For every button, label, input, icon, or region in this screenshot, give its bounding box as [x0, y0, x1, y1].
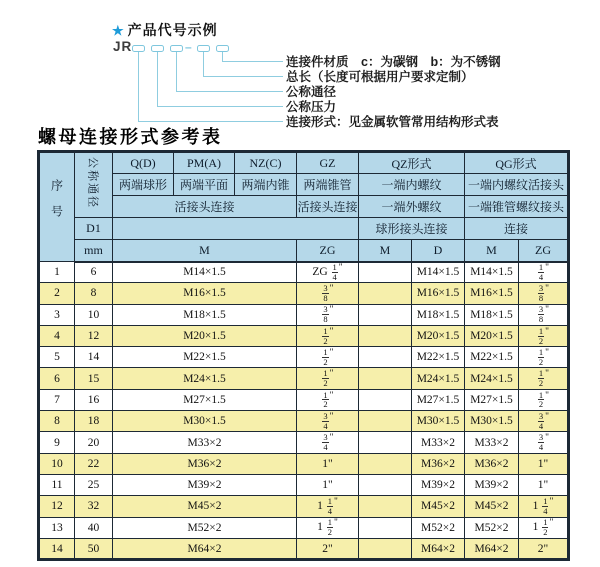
seq-cell: 12	[39, 496, 75, 517]
zg-cell: $\frac{3}{8}$ "	[297, 283, 359, 304]
header-desc-nzc: 两端内锥	[235, 174, 297, 196]
qg-zg-cell: 1 $\frac{1}{2}$ "	[519, 517, 569, 538]
dn-cell: 15	[75, 368, 113, 389]
qz-d-cell: M64×2	[412, 538, 465, 559]
header-d1: D1	[75, 218, 113, 240]
zg-cell: 1 $\frac{1}{4}$ "	[297, 496, 359, 517]
qg-zg-cell: $\frac{3}{4}$ "	[519, 411, 569, 432]
header-mm: mm	[75, 240, 113, 262]
zg-cell: $\frac{1}{2}$ "	[297, 347, 359, 368]
m-cell: M18×1.5	[113, 304, 297, 325]
diagram-label-total-length: 总长（长度可根据用户要求定制）	[286, 70, 474, 84]
code-box-3	[170, 45, 183, 52]
qg-m-cell: M45×2	[465, 496, 519, 517]
dn-cell: 32	[75, 496, 113, 517]
header-unit-d-qz: D	[412, 240, 465, 262]
qz-m-cell	[359, 432, 412, 453]
qz-m-cell	[359, 496, 412, 517]
table-row	[39, 389, 569, 410]
header-desc-qd: 两端球形	[113, 174, 174, 196]
product-code-example-title	[112, 20, 218, 40]
qg-m-cell: M64×2	[465, 538, 519, 559]
qg-m-cell: M52×2	[465, 517, 519, 538]
qg-zg-cell: 1"	[519, 474, 569, 495]
zg-cell: 2"	[297, 538, 359, 559]
qg-zg-cell: $\frac{3}{8}$ "	[519, 304, 569, 325]
header-blank	[113, 218, 359, 240]
qg-zg-cell: $\frac{1}{2}$ "	[519, 325, 569, 346]
header-desc-gz: 两端锥管	[297, 174, 359, 196]
qz-d-cell: M33×2	[412, 432, 465, 453]
header-ball-joint-qz: 球形接头连接	[359, 218, 465, 240]
qg-m-cell: M20×1.5	[465, 325, 519, 346]
qg-zg-cell: 2"	[519, 538, 569, 559]
zg-cell: $\frac{1}{2}$ "	[297, 368, 359, 389]
qg-m-cell: M27×1.5	[465, 389, 519, 410]
header-group-gz: GZ	[297, 152, 359, 174]
qg-m-cell: M22×1.5	[465, 347, 519, 368]
qz-d-cell: M45×2	[412, 496, 465, 517]
qz-m-cell	[359, 347, 412, 368]
qz-m-cell	[359, 262, 412, 283]
header-seq: 序号	[39, 152, 75, 262]
qz-m-cell	[359, 389, 412, 410]
m-cell: M45×2	[113, 496, 297, 517]
diagram-label-nominal-diameter: 公称通径	[286, 85, 337, 99]
table-row	[39, 411, 569, 432]
qg-zg-cell: $\frac{3}{8}$ "	[519, 283, 569, 304]
qz-m-cell	[359, 538, 412, 559]
header-union-gz: 活接头连接	[297, 196, 359, 218]
qg-m-cell: M39×2	[465, 474, 519, 495]
m-cell: M64×2	[113, 538, 297, 559]
dn-cell: 8	[75, 283, 113, 304]
header-desc-pma: 两端平面	[174, 174, 235, 196]
qz-m-cell	[359, 325, 412, 346]
seq-cell: 4	[39, 325, 75, 346]
m-cell: M14×1.5	[113, 262, 297, 283]
seq-cell: 6	[39, 368, 75, 389]
dn-cell: 14	[75, 347, 113, 368]
seq-cell: 10	[39, 453, 75, 474]
zg-cell: 1"	[297, 474, 359, 495]
qg-zg-cell: 1"	[519, 453, 569, 474]
m-cell: M16×1.5	[113, 283, 297, 304]
qz-d-cell: M18×1.5	[412, 304, 465, 325]
header-union-left: 活接头连接	[113, 196, 297, 218]
dn-cell: 16	[75, 389, 113, 410]
seq-cell: 14	[39, 538, 75, 559]
code-dash: –	[185, 40, 192, 54]
seq-cell: 3	[39, 304, 75, 325]
code-box-5	[216, 45, 229, 52]
zg-cell: $\frac{1}{2}$ "	[297, 389, 359, 410]
zg-cell: $\frac{3}{8}$ "	[297, 304, 359, 325]
seq-cell: 13	[39, 517, 75, 538]
qz-d-cell: M30×1.5	[412, 411, 465, 432]
table-row	[39, 432, 569, 453]
zg-cell: $\frac{3}{4}$ "	[297, 411, 359, 432]
qg-zg-cell: $\frac{3}{4}$ "	[519, 432, 569, 453]
m-cell: M30×1.5	[113, 411, 297, 432]
table-row	[39, 496, 569, 517]
table-row	[39, 283, 569, 304]
qg-zg-cell: $\frac{1}{2}$ "	[519, 389, 569, 410]
header-desc-qg: 一端内螺纹活接头	[465, 174, 569, 196]
qg-m-cell: M36×2	[465, 453, 519, 474]
dn-cell: 10	[75, 304, 113, 325]
zg-cell: $\frac{3}{4}$ "	[297, 432, 359, 453]
header-desc-qz: 一端内螺纹	[359, 174, 465, 196]
qz-d-cell: M16×1.5	[412, 283, 465, 304]
seq-cell: 1	[39, 262, 75, 283]
table-row	[39, 474, 569, 495]
qz-m-cell	[359, 368, 412, 389]
table-row	[39, 517, 569, 538]
qg-zg-cell: $\frac{1}{2}$ "	[519, 347, 569, 368]
diagram-label-material: 连接件材质 c：为碳钢 b：为不锈钢	[286, 55, 501, 69]
dn-cell: 20	[75, 432, 113, 453]
code-box-1	[132, 45, 145, 52]
header-group-pma: PM(A)	[174, 152, 235, 174]
dn-cell: 40	[75, 517, 113, 538]
dn-cell: 22	[75, 453, 113, 474]
connector-line-5	[222, 52, 283, 62]
m-cell: M22×1.5	[113, 347, 297, 368]
table-row	[39, 538, 569, 559]
qg-zg-cell: 1 $\frac{1}{4}$ "	[519, 496, 569, 517]
header-unit-m-qz: M	[359, 240, 412, 262]
seq-cell: 7	[39, 389, 75, 410]
header-unit-zg-qg: ZG	[519, 240, 569, 262]
zg-cell: 1"	[297, 453, 359, 474]
qg-m-cell: M18×1.5	[465, 304, 519, 325]
qz-d-cell: M52×2	[412, 517, 465, 538]
code-prefix: JR	[113, 39, 133, 54]
product-code-example-label: 产品代号示例	[127, 22, 218, 38]
qg-zg-cell: $\frac{1}{4}$ "	[519, 262, 569, 283]
dn-cell: 18	[75, 411, 113, 432]
code-box-2	[151, 45, 164, 52]
qz-d-cell: M36×2	[412, 453, 465, 474]
header-group-qg: QG形式	[465, 152, 569, 174]
header-group-qd: Q(D)	[113, 152, 174, 174]
qg-m-cell: M30×1.5	[465, 411, 519, 432]
qg-m-cell: M33×2	[465, 432, 519, 453]
qz-m-cell	[359, 474, 412, 495]
m-cell: M24×1.5	[113, 368, 297, 389]
header-unit-m-qg: M	[465, 240, 519, 262]
m-cell: M33×2	[113, 432, 297, 453]
header-taper-thread-qg: 一端锥管螺纹接头	[465, 196, 569, 218]
qz-m-cell	[359, 517, 412, 538]
qz-m-cell	[359, 411, 412, 432]
qz-d-cell: M22×1.5	[412, 347, 465, 368]
table-row	[39, 262, 569, 283]
zg-cell: $\frac{1}{2}$ "	[297, 325, 359, 346]
qg-m-cell: M14×1.5	[465, 262, 519, 283]
dn-cell: 25	[75, 474, 113, 495]
seq-cell: 9	[39, 432, 75, 453]
header-group-nzc: NZ(C)	[235, 152, 297, 174]
table-row	[39, 453, 569, 474]
nut-connection-table	[37, 150, 570, 561]
seq-cell: 5	[39, 347, 75, 368]
diagram-label-connection-form: 连接形式：见金属软管常用结构形式表	[286, 115, 499, 129]
qz-m-cell	[359, 453, 412, 474]
diagram-label-nominal-pressure: 公称压力	[286, 100, 337, 114]
header-unit-zg-gz: ZG	[297, 240, 359, 262]
table-row	[39, 368, 569, 389]
m-cell: M27×1.5	[113, 389, 297, 410]
m-cell: M52×2	[113, 517, 297, 538]
qz-m-cell	[359, 304, 412, 325]
qz-d-cell: M20×1.5	[412, 325, 465, 346]
qz-d-cell: M14×1.5	[412, 262, 465, 283]
qz-d-cell: M27×1.5	[412, 389, 465, 410]
header-connect-qg: 连接	[465, 218, 569, 240]
header-group-qz: QZ形式	[359, 152, 465, 174]
code-box-4	[197, 45, 210, 52]
qz-m-cell	[359, 283, 412, 304]
m-cell: M36×2	[113, 453, 297, 474]
header-ext-thread-qz: 一端外螺纹	[359, 196, 465, 218]
qg-m-cell: M16×1.5	[465, 283, 519, 304]
table-title: 螺母连接形式参考表	[38, 127, 223, 147]
qg-m-cell: M24×1.5	[465, 368, 519, 389]
zg-cell: 1 $\frac{1}{2}$ "	[297, 517, 359, 538]
zg-cell: ZG $\frac{1}{4}$ "	[297, 262, 359, 283]
table-row	[39, 325, 569, 346]
m-cell: M39×2	[113, 474, 297, 495]
qz-d-cell: M39×2	[412, 474, 465, 495]
star-icon: ★	[112, 23, 125, 38]
table-body	[39, 262, 569, 560]
dn-cell: 50	[75, 538, 113, 559]
m-cell: M20×1.5	[113, 325, 297, 346]
qz-d-cell: M24×1.5	[412, 368, 465, 389]
dn-cell: 6	[75, 262, 113, 283]
qg-zg-cell: $\frac{1}{2}$ "	[519, 368, 569, 389]
seq-cell: 11	[39, 474, 75, 495]
header-nominal-diameter: 公称通径	[75, 152, 113, 218]
table-row	[39, 347, 569, 368]
seq-cell: 2	[39, 283, 75, 304]
dn-cell: 12	[75, 325, 113, 346]
table-row	[39, 304, 569, 325]
header-unit-m-left: M	[113, 240, 297, 262]
seq-cell: 8	[39, 411, 75, 432]
